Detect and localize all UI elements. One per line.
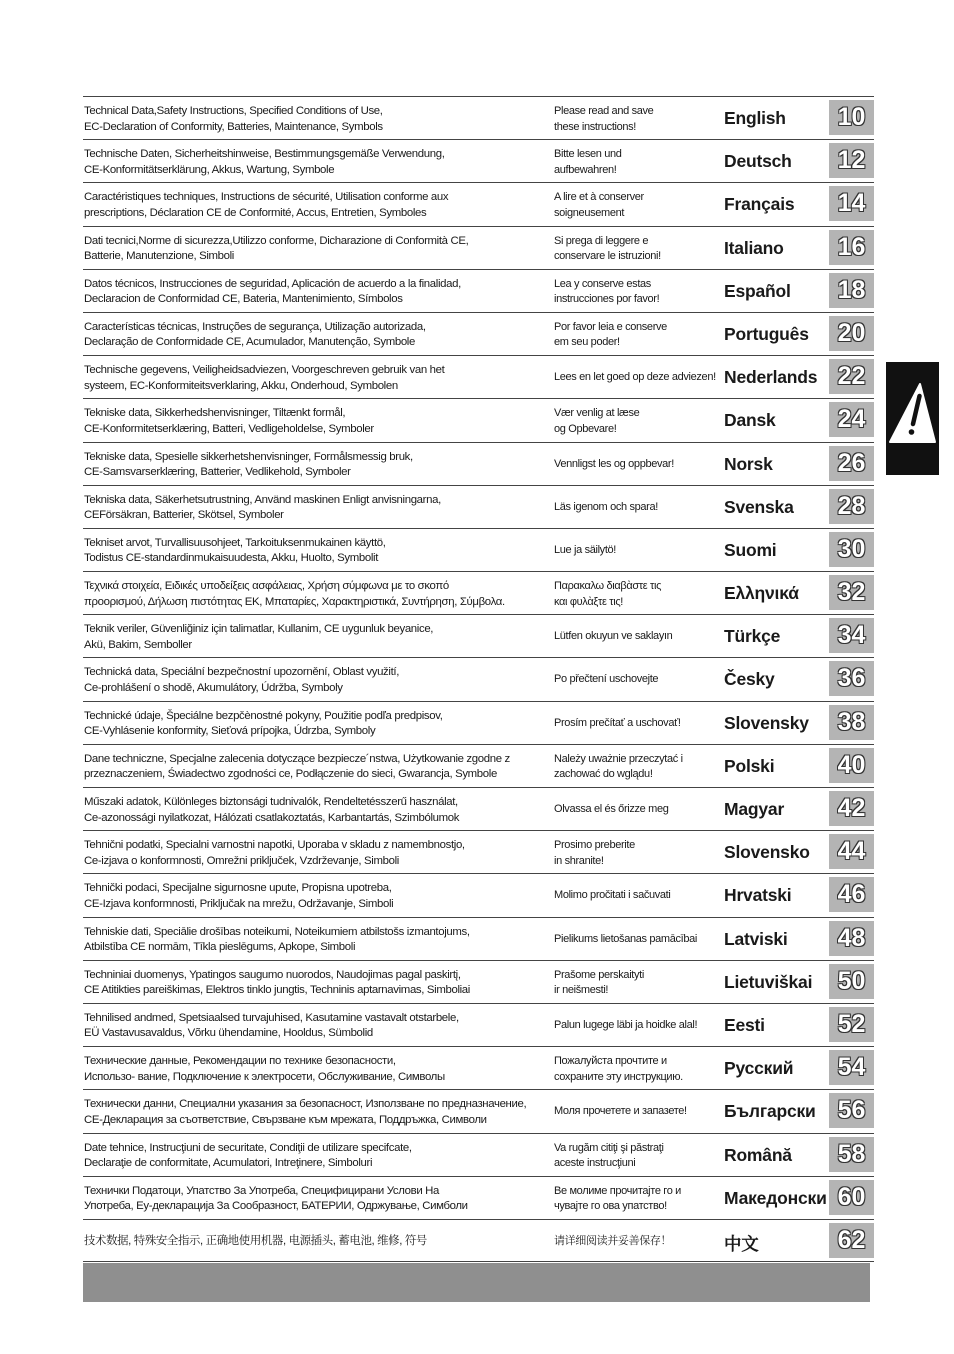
toc-note: Po přečtení uschovejte: [554, 673, 659, 686]
toc-row[interactable]: [83, 269, 874, 312]
toc-language[interactable]: 中文: [724, 1233, 759, 1254]
toc-language[interactable]: Português: [724, 323, 809, 344]
toc-row[interactable]: [83, 1133, 874, 1176]
toc-page-number[interactable]: 46: [829, 877, 874, 912]
toc-note: Lees en let goed op deze adviezen!: [554, 371, 716, 384]
toc-note: Lea y conserve estas instrucciones por favor!: [554, 277, 660, 306]
toc-language[interactable]: Български: [724, 1101, 816, 1122]
toc-page-number[interactable]: 60: [829, 1180, 874, 1215]
toc-note: Пожалуйста прочтите и сохраните эту инструкцию.: [554, 1055, 683, 1083]
toc-row[interactable]: [83, 182, 874, 225]
toc-description: Технички Податоци, Упатство За Употреба, Специфицирани Услови На Употреба, Еу-декларација За Сообразност, БАТЕРИИ, Одржување, Симболи: [84, 1184, 468, 1213]
toc-language[interactable]: Česky: [724, 669, 775, 690]
toc-description: Technická data, Speciální bezpečnostní upozornění, Oblast využití, Ce-prohlášení o shodě, Akumulátory, Údržba, Symboly: [84, 666, 400, 694]
toc-language[interactable]: Slovensko: [724, 842, 810, 863]
toc-row[interactable]: [83, 139, 874, 182]
toc-description: Datos técnicos, Instrucciones de seguridad, Aplicación de acuerdo a la finalidad, Declaracion de Conformidad CE, Bateria, Mantenimiento, Símbolos: [84, 277, 461, 306]
toc-page-number[interactable]: 28: [829, 489, 874, 524]
toc-page-number[interactable]: 38: [829, 705, 874, 740]
toc-page-number[interactable]: 22: [829, 359, 874, 394]
toc-row[interactable]: [83, 614, 874, 657]
toc-note: Si prega di leggere e conservare le istruzioni!: [554, 234, 661, 263]
toc-note: Моля прочетете и запазете!: [554, 1105, 687, 1118]
toc-note: Va rugăm citiţi şi păstraţi aceste instrucţiuni: [554, 1141, 664, 1169]
toc-note: Olvassa el és őrizze meg: [554, 803, 669, 815]
toc-note: Por favor leia e conserve em seu poder!: [554, 320, 667, 349]
toc-language[interactable]: Slovensky: [724, 712, 809, 733]
toc-description: Τεχνικά στοιχεία, Ειδικές υποδείξεις ασφάλειας, Χρήση σύμφωνα με το σκοπό προορισμού, Δήλωση πιστότητας ΕΚ, Μπαταρίες, Χαρακτηριστικά, Συντήρηση, Σύμβολα.: [84, 580, 505, 608]
toc-note: Należy uważnie przeczytać i zachować do wglądu!: [554, 752, 683, 781]
toc-row[interactable]: [83, 312, 874, 355]
toc-language[interactable]: Español: [724, 280, 791, 301]
toc-description: Dane techniczne, Specjalne zalecenia dotyczące bezpiecze´nstwa, Użytkowanie zgodne z przeznaczeniem, Świadectwo zgodności ce, Podłączenie do sieci, Gwarancja, Symbole: [84, 752, 510, 781]
toc-note: Παρακαλω διαβὰστε τις και φυλὰξτε τις!: [554, 580, 662, 608]
toc-row[interactable]: [83, 1046, 874, 1089]
toc-row[interactable]: [83, 701, 874, 744]
toc-page-number[interactable]: 44: [829, 834, 874, 869]
toc-page-number[interactable]: 16: [829, 230, 874, 265]
toc-page-number[interactable]: 50: [829, 964, 874, 999]
toc-page-number[interactable]: 48: [829, 921, 874, 956]
toc-note: Prosimo preberite in shranite!: [554, 839, 635, 867]
toc-language[interactable]: Türkçe: [724, 626, 781, 647]
toc-language[interactable]: Suomi: [724, 539, 777, 560]
toc-row[interactable]: [83, 398, 874, 441]
toc-note: Vær venlig at læse og Opbevare!: [554, 407, 640, 435]
toc-note: Bitte lesen und aufbewahren!: [554, 148, 622, 176]
toc-row[interactable]: [83, 657, 874, 700]
toc-description: Technische gegevens, Veiligheidsadviezen, Voorgeschreven gebruik van het systeem, EC-Konformiteitsverklaring, Akku, Onderhoud, Symbolen: [84, 364, 445, 392]
toc-description: Dati tecnici,Norme di sicurezza,Utilizzo conforme, Dicharazione di Conformità CE, Batterie, Manutenzione, Simboli: [84, 234, 469, 263]
toc-description: Tehniskie dati, Speciālie drošības noteikumi, Noteikumiem atbilstošs izmantojums, Atbilstība CE normām, Tīkla pieslēgums, Apkope, Simboli: [84, 925, 470, 954]
toc-language[interactable]: Nederlands: [724, 367, 818, 388]
toc-language[interactable]: Ελληνικά: [724, 583, 799, 604]
toc-description: Tekniska data, Säkerhetsutrustning, Använd maskinen Enligt anvisningarna, CEFörsäkran, Batterier, Skötsel, Symboler: [84, 493, 441, 522]
toc-note: Vennligst les og oppbevar!: [554, 457, 674, 470]
toc-page-number[interactable]: 26: [829, 446, 874, 481]
toc-row[interactable]: [83, 1219, 874, 1262]
toc-page-number[interactable]: 54: [829, 1050, 874, 1085]
toc-language[interactable]: Français: [724, 194, 795, 215]
toc-description: Tekniske data, Spesielle sikkerhetshenvisninger, Formålsmessig bruk, CE-Samsvarserklæring, Batterier, Vedlikehold, Symboler: [84, 450, 413, 478]
toc-language[interactable]: Русский: [724, 1058, 794, 1079]
toc-language[interactable]: Hrvatski: [724, 885, 792, 906]
toc-row[interactable]: [83, 571, 874, 614]
toc-description: 技术数据, 特殊安全指示, 正确地使用机器, 电源插头, 蓄电池, 维修, 符号: [84, 1234, 427, 1247]
toc-description: Caractéristiques techniques, Instructions de sécurité, Utilisation conforme aux prescriptions, Déclaration CE de Conformité, Accus, Entretien, Symboles: [84, 191, 449, 219]
toc-page-number[interactable]: 30: [829, 532, 874, 567]
toc-row[interactable]: [83, 355, 874, 398]
toc-page-number[interactable]: 40: [829, 748, 874, 783]
toc-note: Lütfen okuyun ve saklayın: [554, 630, 673, 643]
toc-page-number[interactable]: 14: [829, 186, 874, 221]
toc-note: 请详细阅读并妥善保存！: [554, 1234, 672, 1247]
toc-page-number[interactable]: 24: [829, 402, 874, 437]
toc-note: Pielikums lietošanas pamācībai: [554, 932, 697, 945]
table-of-contents: [83, 96, 874, 1262]
toc-row[interactable]: [83, 442, 874, 485]
toc-row[interactable]: [83, 528, 874, 571]
toc-language[interactable]: Eesti: [724, 1014, 765, 1035]
toc-description: Tehnički podaci, Specijalne sigurnosne upute, Propisna upotreba, CE-Izjava konformnosti, Priključak na mrežu, Održavanje, Simboli: [84, 882, 394, 910]
toc-row[interactable]: [83, 873, 874, 916]
toc-note: Prosím prečítať a uschovať!: [554, 716, 681, 729]
toc-page-number[interactable]: 36: [829, 661, 874, 696]
toc-language[interactable]: Deutsch: [724, 151, 792, 172]
toc-page-number[interactable]: 62: [829, 1223, 874, 1258]
toc-row[interactable]: [83, 960, 874, 1003]
toc-description: Tekniske data, Sikkerhedshenvisninger, Tiltænkt formål, CE-Konformitetserklæring, Batteri, Vedligeholdelse, Symboler: [84, 407, 374, 435]
footer-bar: [83, 1263, 870, 1302]
toc-row[interactable]: [83, 1176, 874, 1219]
toc-page-number[interactable]: 12: [829, 143, 874, 178]
toc-description: Tekniset arvot, Turvallisuusohjeet, Tarkoituksenmukainen käyttö, Todistus CE-standardinmukaisuudesta, Akku, Huolto, Symbolit: [84, 536, 386, 565]
toc-page-number[interactable]: 56: [829, 1093, 874, 1128]
toc-note: Palun lugege läbi ja hoidke alal!: [554, 1018, 698, 1031]
toc-row[interactable]: [83, 1089, 874, 1132]
toc-row[interactable]: [83, 744, 874, 787]
toc-note: Molimo pročitati i sačuvati: [554, 889, 671, 902]
toc-language[interactable]: Magyar: [724, 799, 785, 819]
toc-language[interactable]: Română: [724, 1144, 792, 1165]
toc-description: Technické údaje, Špeciálne bezpčènostné pokyny, Použitie podľa predpisov, CE-Vyhlásenie konformity, Sieťová prípojka, Údrzba, Symboly: [84, 709, 443, 738]
toc-description: Tehnični podatki, Specialni varnostni napotki, Uporaba v skladu z namembnostjo, Ce-izjava o konformnosti, Omrežni priključek, Vzdrževanje, Simboli: [84, 839, 465, 867]
toc-row[interactable]: [83, 226, 874, 269]
toc-description: Műszaki adatok, Különleges biztonsági tudnivalók, Rendeltetésszerű használat, Ce-azonossági nyilatkozat, Hálózati csatlakoztatás, Karbantartás, Szimbólumok: [84, 796, 460, 824]
toc-page-number[interactable]: 52: [829, 1007, 874, 1042]
toc-language[interactable]: Македонски: [724, 1187, 827, 1208]
toc-note: Läs igenom och spara!: [554, 500, 658, 513]
toc-row[interactable]: [83, 830, 874, 873]
toc-page-number[interactable]: 32: [829, 575, 874, 610]
toc-description: Teknik veriler, Güvenliğiniz için talimatlar, Kullanim, CE uygunluk beyanice, Akü, Bakim, Semboller: [84, 623, 434, 651]
toc-description: Технические данные, Рекомендации по технике безопасности, Использо- вание, Подключение к электросети, Обслуживание, Символы: [84, 1055, 445, 1083]
toc-note: Lue ja säilytö!: [554, 543, 617, 556]
toc-description: Technische Daten, Sicherheitshinweise, Bestimmungsgemäße Verwendung, CE-Konformitätserklärung, Akkus, Wartung, Symbole: [84, 148, 445, 176]
toc-description: Технически данни, Специални указания за безопасност, Използване по предназначение, CE-Декларация за съответствие, Свързване към мрежата, Поддръжка, Символи: [84, 1098, 527, 1126]
toc-page-number[interactable]: 10: [829, 100, 874, 135]
toc-language[interactable]: Dansk: [724, 410, 776, 431]
toc-page-number[interactable]: 20: [829, 316, 874, 351]
toc-language[interactable]: Italiano: [724, 237, 784, 258]
toc-page-number[interactable]: 42: [829, 791, 874, 826]
toc-page-number[interactable]: 34: [829, 618, 874, 653]
toc-note: Ве молиме прочитајте го и чувајте го ова упатство!: [554, 1184, 681, 1213]
toc-note: Prašome perskaityti ir neišmesti!: [554, 968, 644, 997]
toc-language[interactable]: Polski: [724, 755, 775, 776]
toc-row[interactable]: [83, 1003, 874, 1046]
toc-description: Technical Data,Safety Instructions, Specified Conditions of Use, EC-Declaration of Conformity, Batteries, Maintenance, Symbols: [84, 105, 383, 133]
toc-row[interactable]: [83, 96, 874, 139]
toc-row[interactable]: [83, 787, 874, 830]
toc-language[interactable]: Norsk: [724, 453, 773, 474]
toc-language[interactable]: Lietuviškai: [724, 971, 813, 992]
toc-page-number[interactable]: 18: [829, 273, 874, 308]
toc-note: A lire et à conserver soigneusement: [554, 191, 644, 219]
warning-exclamation-icon: [886, 378, 939, 448]
toc-language[interactable]: Latviski: [724, 928, 788, 949]
toc-description: Techniniai duomenys, Ypatingos saugumo nuorodos, Naudojimas pagal paskirtį, CE Atitikties pareiškimas, Elektros tinklo jungtis, Techninis aptarnavimas, Simboliai: [84, 968, 470, 997]
toc-language[interactable]: Svenska: [724, 496, 794, 517]
toc-description: Características técnicas, Instruções de segurança, Utilização autorizada, Declaração de Conformidade CE, Acumulador, Manutenção, Symbole: [84, 320, 426, 349]
toc-language[interactable]: English: [724, 108, 786, 128]
toc-description: Tehnilised andmed, Spetsiaalsed turvajuhised, Kasutamine vastavalt otstarbele, EÜ Vastavusavaldus, Võrku ühendamine, Hooldus, Sümbolid: [84, 1011, 459, 1040]
toc-page-number[interactable]: 58: [829, 1137, 874, 1172]
toc-note: Please read and save these instructions!: [554, 105, 654, 133]
toc-row[interactable]: [83, 485, 874, 528]
toc-row[interactable]: [83, 917, 874, 960]
toc-description: Date tehnice, Instrucţiuni de securitate, Condiţii de utilizare specifcate, Declaraţie de conformitate, Acumulatori, Intreţinere, Simboluri: [84, 1141, 412, 1169]
